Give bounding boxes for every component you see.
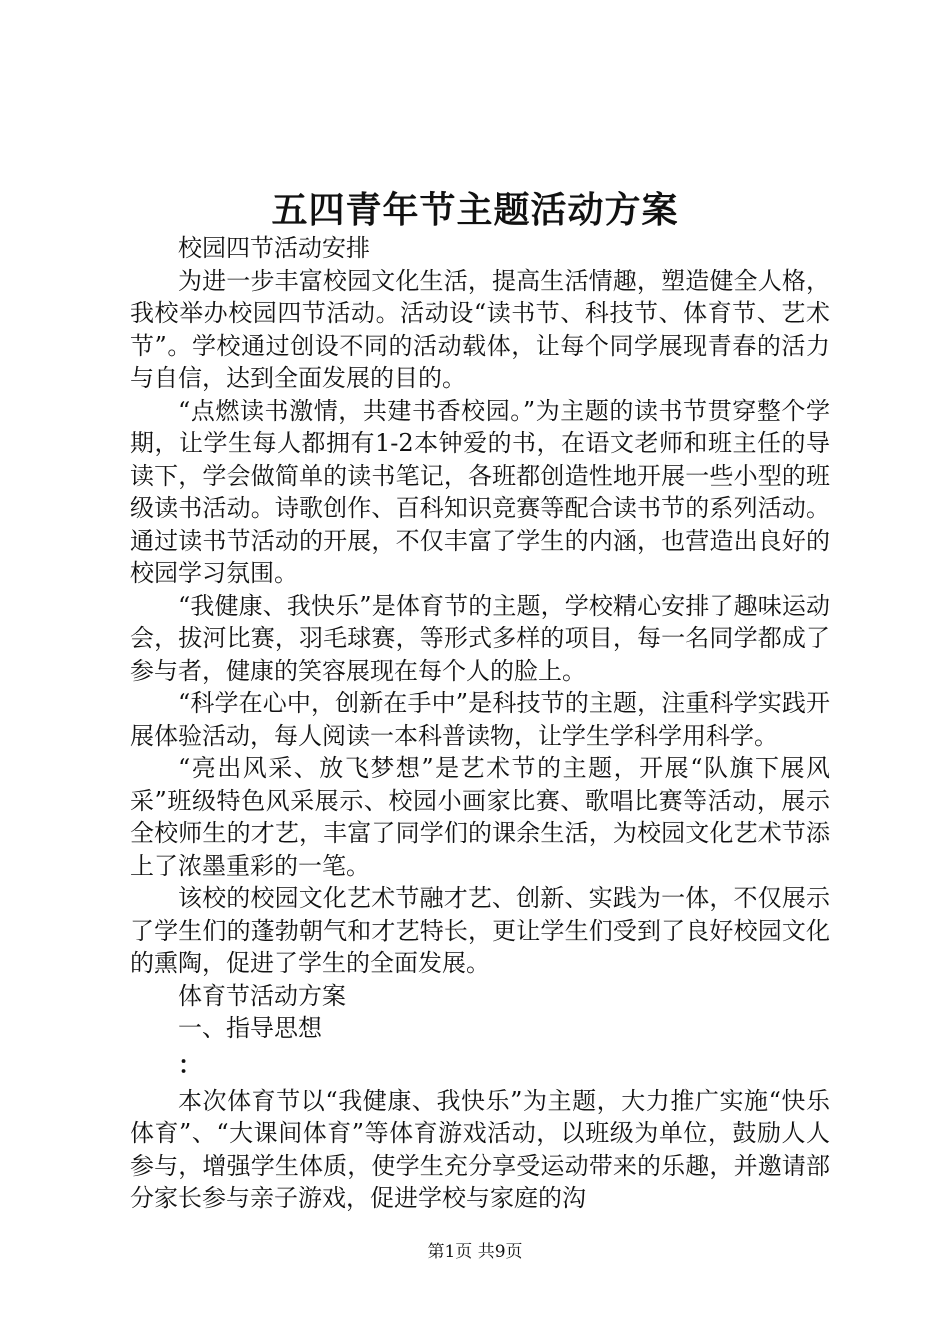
paragraph-colon: ： — [178, 1049, 202, 1079]
paragraph-summary: 该校的校园文化艺术节融才艺、创新、实践为一体，不仅展示了学生们的蓬勃朝气和才艺特长，更让学生们受到了良好校园文化的熏陶，促进了学生的全面发展。 — [130, 884, 830, 977]
paragraph-science-festival: “科学在心中，创新在手中”是科技节的主题，注重科学实践开展体验活动，每人阅读一本科普读物，让学生学科学用科学。 — [130, 689, 830, 750]
paragraph-heading-guiding-idea: 一、指导思想 — [178, 1014, 322, 1042]
paragraph-sports-plan-body: 本次体育节以“我健康、我快乐”为主题，大力推广实施“快乐体育”、“大课间体育”等体育游戏活动，以班级为单位，鼓励人人参与，增强学生体质，使学生充分享受运动带来的乐趣，并邀请部分家长参与亲子游戏，促进学校与家庭的沟 — [130, 1086, 830, 1212]
document-body — [130, 232, 830, 1215]
paragraph-sports-festival: “我健康、我快乐”是体育节的主题，学校精心安排了趣味运动会，拔河比赛，羽毛球赛，等形式多样的项目，每一名同学都成了参与者，健康的笑容展现在每个人的脸上。 — [130, 591, 830, 685]
page-footer: 第1页 共9页 — [427, 1242, 523, 1262]
paragraph-heading-sports-plan: 体育节活动方案 — [178, 981, 346, 1010]
paragraph-intro: 为进一步丰富校园文化生活，提高生活情趣，塑造健全人格，我校举办校园四节活动。活动设“读书节、科技节、体育节、艺术节”。学校通过创设不同的活动载体，让每个同学展现青春的活力与自信，达到全面发展的目的。 — [130, 266, 830, 392]
paragraph-reading-festival: “点燃读书激情，共建书香校园。”为主题的读书节贯穿整个学期，让学生每人都拥有1-2本钟爱的书，在语文老师和班主任的导读下，学会做简单的读书笔记，各班都创造性地开展一些小型的班级读书活动。诗歌创作、百科知识竞赛等配合读书节的系列活动。通过读书节活动的开展，不仅丰富了学生的内涵，也营造出良好的校园学习氛围。 — [130, 396, 830, 587]
document-title: 五四青年节主题活动方案 — [271, 189, 679, 231]
paragraph-heading-four-festivals: 校园四节活动安排 — [178, 234, 370, 262]
paragraph-art-festival: “亮出风采、放飞梦想”是艺术节的主题，开展“队旗下展风采”班级特色风采展示、校园小画家比赛、歌唱比赛等活动，展示全校师生的才艺，丰富了同学们的课余生活，为校园文化艺术节添上了浓墨重彩的一笔。 — [130, 754, 830, 880]
